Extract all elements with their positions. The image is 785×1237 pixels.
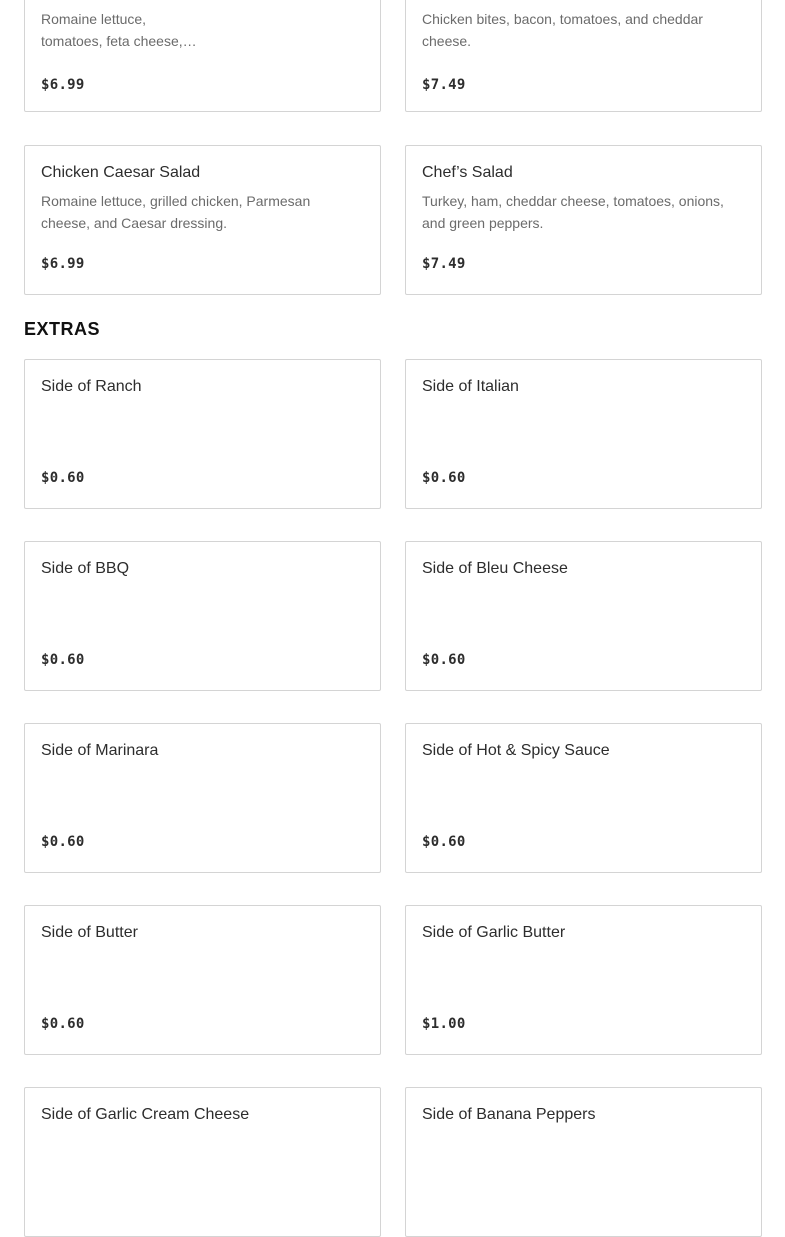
menu-item-price: $0.60	[41, 834, 85, 850]
menu-item-name: Side of Marinara	[41, 742, 159, 759]
menu-item-price: $1.00	[422, 1016, 466, 1032]
menu-item-price: $7.49	[422, 256, 466, 272]
menu-item-name: Side of Bleu Cheese	[422, 560, 568, 577]
menu-item-name: Side of Hot & Spicy Sauce	[422, 742, 610, 759]
menu-item-price: $6.99	[41, 77, 85, 93]
menu-item-name: Side of Garlic Butter	[422, 924, 566, 941]
menu-item-name: Side of BBQ	[41, 560, 130, 577]
menu-item-name: Side of Italian	[422, 378, 519, 395]
menu-item-card[interactable]	[405, 0, 762, 112]
menu-item-name: Side of Butter	[41, 924, 138, 941]
menu-item-name: Chicken Caesar Salad	[41, 164, 201, 181]
menu-item-card[interactable]	[24, 0, 381, 112]
menu-item-price: $0.60	[41, 470, 85, 486]
menu-item-description: Turkey, ham, cheddar cheese, tomatoes, onions, and green peppers.	[422, 193, 724, 231]
section-title-extras: EXTRAS	[24, 319, 101, 339]
menu-item-card[interactable]	[405, 905, 762, 1055]
menu-item-description: Romaine lettuce, grilled chicken, Parmesan cheese, and Caesar dressing.	[41, 193, 311, 231]
menu-item-price: $0.60	[422, 834, 466, 850]
menu-item-card[interactable]	[24, 905, 381, 1055]
menu-item-card[interactable]	[24, 1087, 381, 1237]
menu-item-price: $6.99	[41, 256, 85, 272]
menu-item-price: $0.60	[41, 652, 85, 668]
menu-item-card[interactable]	[24, 145, 381, 295]
menu-item-price: $0.60	[422, 652, 466, 668]
menu-item-name: Chef’s Salad	[422, 164, 513, 181]
menu-item-card[interactable]	[405, 541, 762, 691]
menu-item-name: Side of Garlic Cream Cheese	[41, 1106, 250, 1123]
menu-item-price: $0.60	[41, 1016, 85, 1032]
menu-item-card[interactable]	[405, 1087, 762, 1237]
menu-item-card[interactable]	[405, 145, 762, 295]
menu-item-card[interactable]	[24, 723, 381, 873]
menu-item-card[interactable]	[405, 359, 762, 509]
menu-item-description: Romaine lettuce, tomatoes, feta cheese,…	[41, 11, 197, 49]
menu-item-name: Side of Ranch	[41, 378, 142, 395]
menu-item-name: Side of Banana Peppers	[422, 1106, 596, 1123]
menu-item-price: $0.60	[422, 470, 466, 486]
menu-item-card[interactable]	[24, 541, 381, 691]
menu-item-card[interactable]	[24, 359, 381, 509]
menu-item-card[interactable]	[405, 723, 762, 873]
menu-item-price: $7.49	[422, 77, 466, 93]
menu-item-description: Chicken bites, bacon, tomatoes, and cheddar cheese.	[422, 11, 703, 49]
